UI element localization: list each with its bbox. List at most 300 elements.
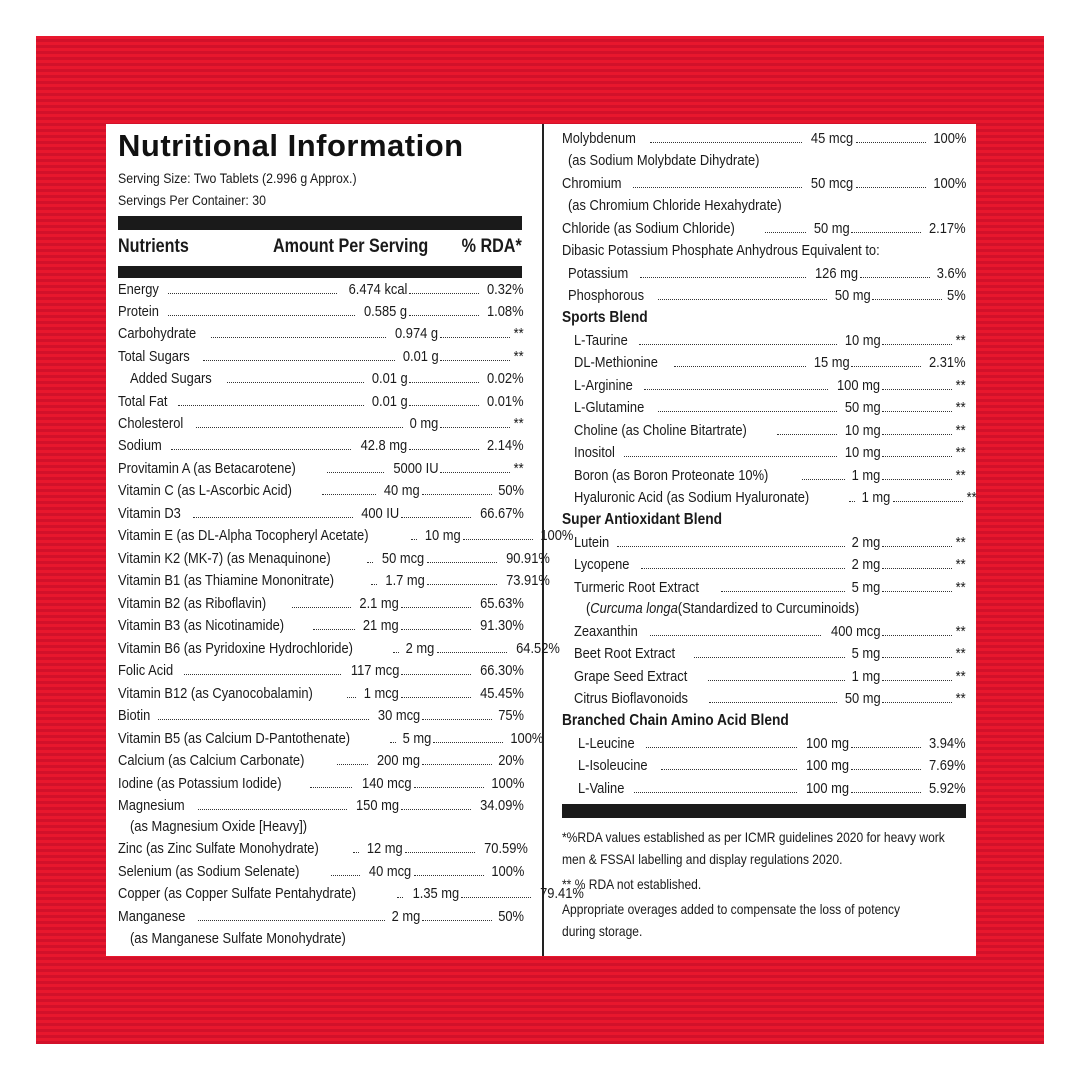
nutrient-rda: 100% — [490, 863, 524, 880]
nutrient-rda: 50% — [498, 908, 524, 925]
footnote-overage-line2: during storage. — [562, 923, 643, 939]
nutrient-rda: ** — [513, 460, 524, 477]
nutrient-rda: 64.52% — [515, 640, 560, 657]
nutrient-amount: 400 mcg — [830, 623, 881, 640]
nutrient-rda: ** — [955, 556, 966, 573]
leader-dots — [633, 175, 802, 188]
nutrient-amount: 1 mcg — [363, 685, 400, 702]
nutrient-rda: ** — [966, 489, 977, 506]
nutrient-row — [568, 287, 966, 309]
nutrient-name: Citrus Bioflavonoids — [574, 690, 689, 707]
nutrient-amount: 30 mcg — [377, 707, 420, 724]
leader-dots — [851, 354, 921, 367]
nutrient-name: Vitamin C (as L-Ascorbic Acid) — [118, 482, 292, 499]
nutrient-name: Protein — [118, 303, 159, 320]
nutrient-row — [118, 617, 524, 639]
nutrient-name: L-Glutamine — [574, 399, 645, 416]
leader-dots — [882, 556, 952, 569]
nutrient-rda: 3.6% — [936, 265, 966, 282]
leader-dots — [872, 287, 942, 300]
nutrient-amount: 5000 IU — [393, 460, 439, 477]
leader-dots — [440, 415, 510, 428]
leader-dots — [641, 556, 845, 569]
leader-dots — [178, 393, 364, 406]
leader-dots — [708, 668, 845, 681]
nutrient-row — [118, 348, 524, 370]
nutrient-rda: 2.17% — [929, 220, 966, 237]
nutrient-row — [118, 775, 524, 797]
nutrient-row — [118, 885, 584, 907]
nutrient-name: L-Leucine — [578, 735, 635, 752]
dibasic-note: Dibasic Potassium Phosphate Anhydrous Equivalent to: — [562, 242, 880, 259]
nutrient-name: DL-Methionine — [574, 354, 658, 371]
leader-dots — [401, 617, 471, 630]
leader-dots — [409, 437, 479, 450]
nutrient-row — [118, 840, 529, 862]
nutrient-row — [118, 482, 524, 504]
nutrient-row — [562, 175, 966, 197]
nutrient-name: Grape Seed Extract — [574, 668, 688, 685]
nutrient-amount: 1.7 mg — [385, 572, 426, 589]
leader-dots — [440, 325, 510, 338]
leader-dots — [882, 399, 952, 412]
nutrient-amount: 2.1 mg — [359, 595, 400, 612]
nutrient-amount: 10 mg — [844, 422, 881, 439]
leader-dots — [401, 797, 471, 810]
nutrient-amount: 1 mg — [862, 489, 891, 506]
nutrient-name: Vitamin B6 (as Pyridoxine Hydrochloride) — [118, 640, 353, 657]
nutrient-name: Molybdenum — [562, 130, 636, 147]
nutrient-rda: ** — [513, 348, 524, 365]
nutrient-amount: 1 mg — [851, 668, 881, 685]
nutrient-name: Iodine (as Potassium Iodide) — [118, 775, 282, 792]
nutrient-name: Vitamin B5 (as Calcium D-Pantothenate) — [118, 730, 351, 747]
nutrient-rda: 2.14% — [487, 437, 524, 454]
leader-dots — [347, 685, 357, 698]
leader-dots — [461, 885, 531, 898]
nutrient-name: Vitamin E (as DL-Alpha Tocopheryl Acetate) — [118, 527, 369, 544]
nutrient-name: Vitamin K2 (MK-7) (as Menaquinone) — [118, 550, 331, 567]
nutrient-amount: 140 mcg — [362, 775, 412, 792]
nutrient-name: Turmeric Root Extract — [574, 579, 699, 596]
nutrient-amount: 2 mg — [391, 908, 420, 925]
nutrient-rda: ** — [955, 645, 966, 662]
antioxidant-blend-row — [574, 556, 966, 578]
nutrient-row — [130, 370, 524, 392]
nutrient-rda: 5.92% — [929, 780, 966, 797]
nutrient-rda: 100% — [932, 175, 966, 192]
nutrient-name: Phosphorous — [568, 287, 645, 304]
nutrient-amount: 100 mg — [806, 780, 850, 797]
nutrient-rda: ** — [955, 623, 966, 640]
nutrient-amount: 100 mg — [837, 377, 881, 394]
leader-dots — [882, 690, 952, 703]
nutrient-amount: 0.01 g — [371, 370, 408, 387]
leader-dots — [624, 444, 837, 457]
nutrient-name: Zeaxanthin — [574, 623, 638, 640]
nutrient-amount: 50 mcg — [811, 175, 854, 192]
nutrient-rda: 50% — [498, 482, 524, 499]
nutrient-rda: ** — [955, 422, 966, 439]
leader-dots — [409, 370, 479, 383]
header-top-bar — [118, 216, 522, 230]
sports-blend-row — [574, 354, 966, 376]
nutrient-rda: 3.94% — [929, 735, 966, 752]
footnote-overage-line1: Appropriate overages added to compensate the loss of potency — [562, 901, 901, 917]
nutrient-name: Selenium (as Sodium Selenate) — [118, 863, 300, 880]
nutrient-row — [118, 730, 544, 752]
nutrient-rda: ** — [955, 332, 966, 349]
leader-dots — [411, 527, 417, 540]
nutrient-rda: 70.59% — [484, 840, 529, 857]
nutrient-rda: ** — [513, 325, 524, 342]
header-nutrients: Nutrients — [118, 236, 189, 257]
nutrient-row — [118, 325, 524, 347]
nutrient-rda: 73.91% — [506, 572, 550, 589]
nutrient-amount: 45 mcg — [811, 130, 854, 147]
leader-dots — [882, 668, 952, 681]
nutrient-rda: 66.67% — [480, 505, 524, 522]
nutrient-amount: 0.01 g — [402, 348, 439, 365]
nutrient-name: Vitamin B2 (as Riboflavin) — [118, 595, 267, 612]
footnote-rda-line1: *%RDA values established as per ICMR guidelines 2020 for heavy work — [562, 829, 945, 845]
nutrient-rda: 100% — [540, 527, 574, 544]
nutrient-amount: 50 mg — [844, 690, 881, 707]
leader-dots — [401, 685, 471, 698]
leader-dots — [639, 332, 837, 345]
leader-dots — [211, 325, 386, 338]
nutrient-amount: 21 mg — [363, 617, 400, 634]
table-header — [118, 236, 522, 262]
leader-dots — [650, 130, 803, 143]
nutrient-row — [118, 415, 524, 437]
nutrient-amount: 5 mg — [402, 730, 432, 747]
nutrient-name: Lycopene — [574, 556, 630, 573]
leader-dots — [168, 281, 338, 294]
nutrient-rda: 79.41% — [540, 885, 584, 902]
nutrient-rda: 91.30% — [480, 617, 524, 634]
leader-dots — [634, 780, 797, 793]
sports-blend-row — [574, 399, 966, 421]
leader-dots — [658, 399, 837, 412]
sports-blend-row — [574, 332, 966, 354]
page-title: Nutritional Information — [118, 128, 464, 163]
nutrient-amount: 150 mg — [356, 797, 400, 814]
nutrient-name: Carbohydrate — [118, 325, 197, 342]
nutrient-row — [118, 662, 524, 684]
leader-dots — [313, 617, 355, 630]
nutrient-rda: 66.30% — [480, 662, 524, 679]
leader-dots — [650, 623, 821, 636]
sports-blend-row — [574, 422, 966, 444]
nutrient-amount: 400 IU — [361, 505, 400, 522]
nutrient-name: Beet Root Extract — [574, 645, 676, 662]
nutrient-row — [118, 527, 574, 549]
nutrient-rda: 45.45% — [480, 685, 524, 702]
leader-dots — [414, 775, 484, 788]
leader-dots — [882, 645, 952, 658]
nutrient-rda: 0.02% — [487, 370, 524, 387]
antioxidant-blend-row — [574, 645, 966, 667]
magnesium-source: (as Magnesium Oxide [Heavy]) — [130, 818, 308, 835]
bcaa-blend-title: Branched Chain Amino Acid Blend — [562, 712, 789, 729]
nutrient-row — [118, 685, 524, 707]
header-bottom-bar — [118, 266, 522, 278]
nutrient-rda: ** — [955, 534, 966, 551]
nutrient-rda: ** — [513, 415, 524, 432]
footnote-not-established: ** % RDA not established. — [562, 876, 702, 892]
nutrient-rda: 0.32% — [487, 281, 524, 298]
nutrient-name: Choline (as Choline Bitartrate) — [574, 422, 747, 439]
antioxidant-blend-row — [574, 534, 966, 556]
nutrient-rda: ** — [955, 668, 966, 685]
nutrient-name: L-Taurine — [574, 332, 628, 349]
nutrient-rda: ** — [955, 399, 966, 416]
nutrient-amount: 12 mg — [367, 840, 404, 857]
turmeric-note: (Curcuma longa(Standardized to Curcuminoids) — [586, 600, 860, 617]
nutrient-amount: 42.8 mg — [360, 437, 408, 454]
nutrient-name: Provitamin A (as Betacarotene) — [118, 460, 296, 477]
leader-dots — [310, 775, 352, 788]
leader-dots — [851, 220, 921, 233]
leader-dots — [353, 840, 359, 853]
nutrient-amount: 0.01 g — [371, 393, 408, 410]
chromium-source: (as Chromium Chloride Hexahydrate) — [568, 197, 782, 214]
antioxidant-blend-row — [574, 579, 966, 601]
nutrient-amount: 50 mcg — [382, 550, 425, 567]
sports-blend-row — [574, 489, 977, 511]
leader-dots — [401, 595, 471, 608]
nutrient-rda: 20% — [498, 752, 524, 769]
nutrient-rda: 34.09% — [480, 797, 524, 814]
nutrient-name: Lutein — [574, 534, 610, 551]
nutrient-amount: 0.974 g — [395, 325, 439, 342]
leader-dots — [171, 437, 351, 450]
nutrient-row — [118, 460, 524, 482]
leader-dots — [409, 281, 479, 294]
nutrient-amount: 0 mg — [409, 415, 439, 432]
footnote-rda-line2: men & FSSAI labelling and display regulations 2020. — [562, 851, 843, 867]
nutrient-amount: 6.474 kcal — [348, 281, 408, 298]
nutrient-row — [118, 908, 524, 930]
leader-dots — [856, 130, 926, 143]
nutrient-name: Vitamin D3 — [118, 505, 181, 522]
leader-dots — [721, 579, 845, 592]
servings-per-container: Servings Per Container: 30 — [118, 192, 266, 208]
nutrient-name: Boron (as Boron Proteonate 10%) — [574, 467, 769, 484]
nutrient-rda: ** — [955, 690, 966, 707]
leader-dots — [893, 489, 963, 502]
nutrient-rda: 90.91% — [505, 550, 550, 567]
serving-size: Serving Size: Two Tablets (2.996 g Approx.) — [118, 170, 357, 186]
sports-blend-row — [574, 377, 966, 399]
nutrient-amount: 2 mg — [405, 640, 435, 657]
nutrient-name: Hyaluronic Acid (as Sodium Hyaluronate) — [574, 489, 810, 506]
leader-dots — [393, 640, 399, 653]
nutrient-amount: 5 mg — [851, 579, 881, 596]
nutrient-amount: 1.35 mg — [412, 885, 460, 902]
leader-dots — [802, 467, 845, 480]
leader-dots — [422, 752, 492, 765]
manganese-source: (as Manganese Sulfate Monohydrate) — [130, 930, 346, 947]
antioxidant-blend-row — [574, 623, 966, 645]
leader-dots — [322, 482, 376, 495]
leader-dots — [422, 908, 492, 921]
nutrient-name: Potassium — [568, 265, 629, 282]
nutrient-amount: 5 mg — [851, 645, 881, 662]
leader-dots — [292, 595, 351, 608]
nutrient-rda: 100% — [932, 130, 966, 147]
nutrient-name: Folic Acid — [118, 662, 174, 679]
leader-dots — [674, 354, 806, 367]
nutrient-amount: 50 mg — [844, 399, 881, 416]
antioxidant-blend-row — [574, 690, 966, 712]
nutrient-name: Zinc (as Zinc Sulfate Monohydrate) — [118, 840, 319, 857]
leader-dots — [409, 393, 479, 406]
leader-dots — [198, 797, 348, 810]
nutrient-rda: ** — [955, 467, 966, 484]
leader-dots — [851, 757, 921, 770]
leader-dots — [851, 780, 921, 793]
nutrient-row — [118, 437, 524, 459]
leader-dots — [463, 527, 533, 540]
nutrient-name: L-Valine — [578, 780, 625, 797]
nutrient-name: Sodium — [118, 437, 162, 454]
leader-dots — [203, 348, 394, 361]
leader-dots — [397, 885, 403, 898]
leader-dots — [765, 220, 806, 233]
header-rda: % RDA* — [461, 236, 522, 257]
nutrient-rda: 75% — [498, 707, 524, 724]
nutrient-rda: 100% — [490, 775, 524, 792]
nutrient-name: L-Arginine — [574, 377, 633, 394]
leader-dots — [158, 707, 369, 720]
leader-dots — [427, 572, 497, 585]
nutrient-name: L-Isoleucine — [578, 757, 648, 774]
nutrient-row — [118, 595, 524, 617]
nutrient-row — [562, 220, 966, 242]
leader-dots — [437, 640, 507, 653]
leader-dots — [658, 287, 826, 300]
nutrient-amount: 0.585 g — [364, 303, 408, 320]
leader-dots — [168, 303, 356, 316]
nutrient-rda: 5% — [947, 287, 966, 304]
nutrient-name: Vitamin B1 (as Thiamine Mononitrate) — [118, 572, 335, 589]
leader-dots — [433, 730, 503, 743]
leader-dots — [440, 348, 510, 361]
nutrient-amount: 100 mg — [806, 757, 850, 774]
nutrient-name: Cholesterol — [118, 415, 184, 432]
leader-dots — [661, 757, 798, 770]
antioxidant-blend-title: Super Antioxidant Blend — [562, 511, 723, 528]
nutrient-name: Total Fat — [118, 393, 168, 410]
nutrient-amount: 40 mg — [384, 482, 420, 499]
nutrient-row — [118, 752, 524, 774]
nutrient-amount: 2 mg — [851, 556, 881, 573]
leader-dots — [882, 377, 952, 390]
leader-dots — [327, 460, 384, 473]
bcaa-blend-row — [578, 735, 966, 757]
sports-blend-row — [574, 467, 966, 489]
leader-dots — [882, 332, 952, 345]
sports-blend-row — [574, 444, 966, 466]
nutrient-amount: 10 mg — [844, 332, 881, 349]
nutrient-name: Inositol — [574, 444, 615, 461]
nutrient-name: Calcium (as Calcium Carbonate) — [118, 752, 305, 769]
leader-dots — [337, 752, 368, 765]
leader-dots — [860, 265, 930, 278]
nutrient-rda: 7.69% — [929, 757, 966, 774]
leader-dots — [851, 735, 921, 748]
footnote-bar — [562, 804, 966, 818]
nutrient-name: Energy — [118, 281, 159, 298]
leader-dots — [882, 623, 952, 636]
leader-dots — [198, 908, 384, 921]
nutrient-rda: 2.31% — [929, 354, 966, 371]
leader-dots — [422, 707, 492, 720]
nutrient-amount: 15 mg — [813, 354, 850, 371]
nutrient-row — [118, 707, 524, 729]
nutrient-amount: 10 mg — [425, 527, 461, 544]
leader-dots — [709, 690, 837, 703]
nutrient-amount: 40 mcg — [369, 863, 412, 880]
nutrient-name: Vitamin B12 (as Cyanocobalamin) — [118, 685, 313, 702]
leader-dots — [694, 645, 845, 658]
nutrient-row — [568, 265, 966, 287]
leader-dots — [409, 303, 479, 316]
nutrient-name: Manganese — [118, 908, 186, 925]
leader-dots — [227, 370, 364, 383]
nutrient-amount: 1 mg — [851, 467, 881, 484]
nutrient-rda: ** — [955, 579, 966, 596]
leader-dots — [184, 662, 341, 675]
leader-dots — [849, 489, 855, 502]
nutrient-amount: 100 mg — [806, 735, 850, 752]
nutrient-row — [118, 572, 550, 594]
leader-dots — [882, 579, 952, 592]
leader-dots — [401, 662, 471, 675]
nutrient-row — [562, 130, 966, 152]
nutrient-rda: ** — [955, 444, 966, 461]
nutrient-rda: 65.63% — [480, 595, 524, 612]
leader-dots — [617, 534, 845, 547]
nutrient-name: Magnesium — [118, 797, 185, 814]
nutrient-row — [118, 505, 524, 527]
nutrient-amount: 117 mcg — [350, 662, 400, 679]
nutrient-amount: 200 mg — [376, 752, 420, 769]
leader-dots — [401, 505, 471, 518]
leader-dots — [371, 572, 377, 585]
leader-dots — [856, 175, 926, 188]
leader-dots — [882, 467, 952, 480]
nutrient-row — [118, 550, 550, 572]
bcaa-blend-row — [578, 780, 966, 802]
leader-dots — [422, 482, 492, 495]
leader-dots — [193, 505, 353, 518]
nutrient-amount: 50 mg — [834, 287, 871, 304]
nutrient-name: Chromium — [562, 175, 622, 192]
nutrient-row — [118, 797, 524, 819]
nutrient-name: Added Sugars — [130, 370, 212, 387]
nutrient-amount: 50 mg — [813, 220, 850, 237]
leader-dots — [331, 863, 360, 876]
leader-dots — [882, 422, 952, 435]
nutrient-name: Biotin — [118, 707, 151, 724]
sports-blend-title: Sports Blend — [562, 309, 648, 326]
nutrient-row — [118, 303, 524, 325]
leader-dots — [440, 460, 510, 473]
nutrient-amount: 2 mg — [851, 534, 881, 551]
